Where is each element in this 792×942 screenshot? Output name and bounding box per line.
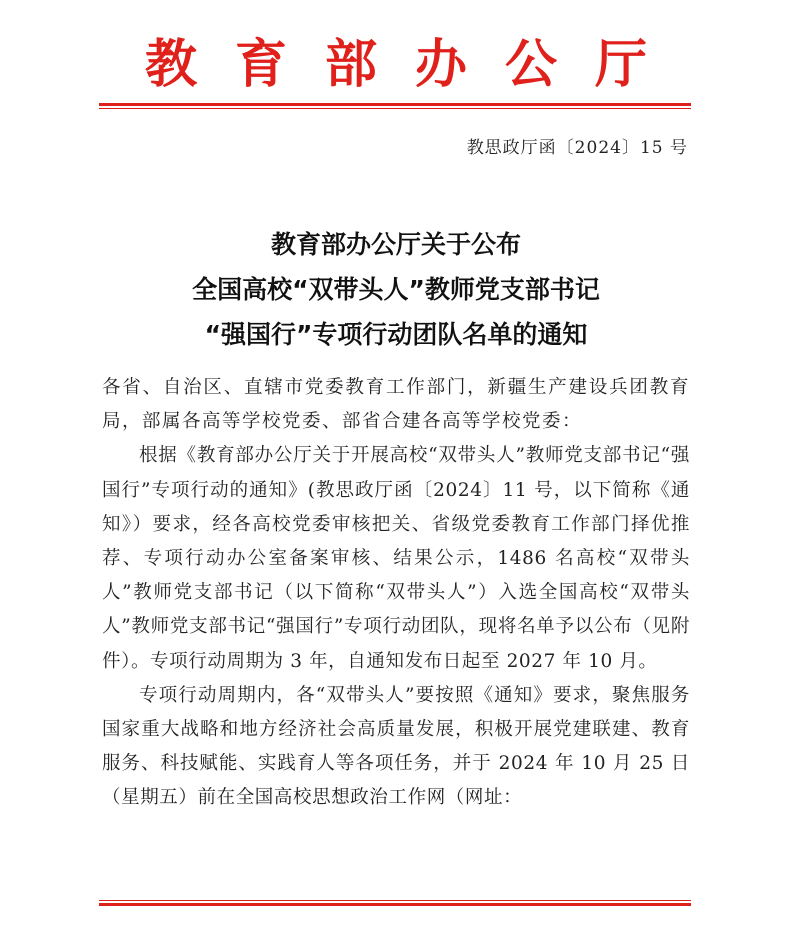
document-body	[102, 371, 690, 816]
issuer-header: 教育部办公厅	[144, 34, 685, 95]
footer-rule-thin	[99, 900, 691, 901]
document-number: 教思政厅函〔2024〕15 号	[466, 138, 688, 158]
title-line-2: 全国高校“双带头人”教师党支部书记	[192, 275, 600, 304]
header-rule-thick	[99, 103, 691, 106]
title-line-1: 教育部办公厅关于公布	[270, 230, 521, 259]
salutation: 各省、自治区、直辖市党委教育工作部门，新疆生产建设兵团教育局，部属各高等学校党委、部省合建各高等学校党委：	[102, 377, 690, 433]
body-paragraph-1: 根据《教育部办公厅关于开展高校“双带头人”教师党支部书记“强国行”专项行动的通知》(教思政厅函〔2024〕11 号，以下简称《通知》）要求，经各高校党委审核把关、省级党委教育工作部门择优推荐、专项行动办公室备案审核、结果公示，1486 名高校“双带头人”教师党支部书记（以下简称“双带头人”）入选全国高校“双带头人”教师党支部书记“强国行”专项行动团队，现将名单予以公布（见附件）。专项行动周期为 3 年，自通知发布日起至 2027 年 10 月。	[102, 445, 690, 672]
body-paragraph-2: 专项行动周期内，各“双带头人”要按照《通知》要求，聚焦服务国家重大战略和地方经济社会高质量发展，积极开展党建联建、教育服务、科技赋能、实践育人等各项任务，并于 2024 年 10 月 25 日（星期五）前在全国高校思想政治工作网（网址：	[102, 684, 690, 809]
document-title	[0, 222, 792, 357]
title-line-3: “强国行”专项行动团队名单的通知	[204, 320, 588, 349]
footer-rule-thick	[99, 903, 691, 906]
header-rule-thin	[99, 108, 691, 109]
